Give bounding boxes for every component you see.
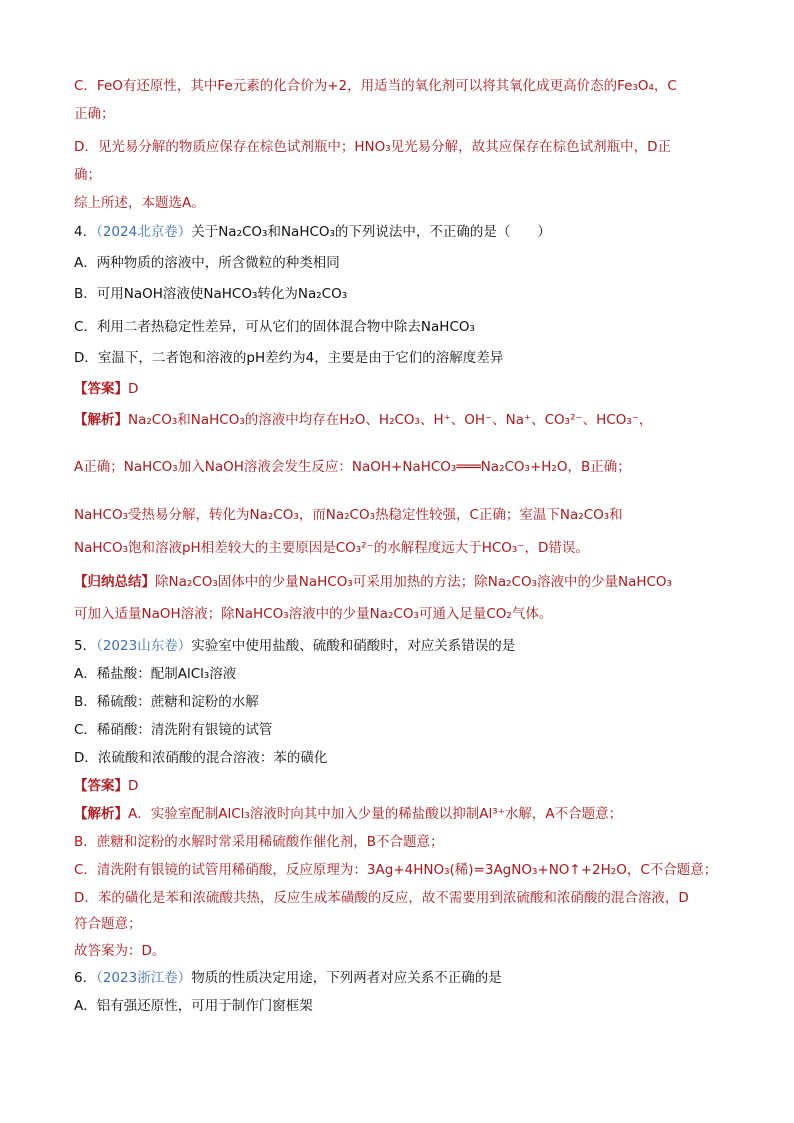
question-4-analysis-line3: NaHCO₃受热易分解，转化为Na₂CO₃，而Na₂CO₃热稳定性较强，C正确；室温下Na₂CO₃和 (74, 507, 623, 523)
question-number: 6． (74, 970, 97, 986)
question-4-option-d: D．室温下，二者饱和溶液的pH差约为4，主要是由于它们的溶解度差异 (74, 350, 504, 366)
question-5-analysis-line4: D．苯的磺化是苯和浓硫酸共热，反应生成苯磺酸的反应，故不需要用到浓硫酸和浓硝酸的混合溶液，D (74, 890, 689, 906)
question-number: 5． (74, 638, 97, 654)
summary-text: 除Na₂CO₃固体中的少量NaHCO₃可采用加热的方法；除Na₂CO₃溶液中的少量NaHCO₃ (155, 574, 672, 590)
question-5-analysis-line6: 故答案为：D。 (74, 943, 166, 959)
question-5-analysis-line5: 符合题意； (74, 916, 142, 932)
question-4-analysis-line4: NaHCO₃饱和溶液pH相差较大的主要原因是CO₃²⁻的水解程度远大于HCO₃⁻，D错误。 (74, 540, 589, 556)
prev-option-d-analysis-line2: 确； (74, 167, 101, 183)
question-source: （2023浙江卷） (96, 970, 192, 986)
question-4-analysis-line1 (74, 410, 724, 430)
question-6-option-a: A．铝有强还原性，可用于制作门窗框架 (74, 998, 313, 1014)
question-4-summary-line2: 可加入适量NaOH溶液；除NaHCO₃溶液中的少量Na₂CO₃可通入足量CO₂气体。 (74, 606, 553, 622)
question-5-option-c: C．稀硝酸：清洗附有银镜的试管 (74, 722, 273, 738)
question-4-stem (74, 222, 724, 242)
question-source: （2023山东卷） (96, 638, 192, 654)
summary-tag: 【归纳总结】 (74, 574, 155, 590)
analysis-text: A．实验室配制AlCl₃溶液时向其中加入少量的稀盐酸以抑制Al³⁺水解，A不合题意； (128, 806, 623, 822)
question-number: 4． (74, 224, 97, 240)
question-4-option-a: A．两种物质的溶液中，所含微粒的种类相同 (74, 255, 340, 271)
question-5-option-d: D．浓硫酸和浓硝酸的混合溶液：苯的磺化 (74, 750, 328, 766)
prev-option-c-analysis-line2: 正确； (74, 106, 115, 122)
answer-tag: 【答案】 (74, 778, 128, 794)
prev-option-d-analysis-line1: D．见光易分解的物质应保存在棕色试剂瓶中；HNO₃见光易分解，故其应保存在棕色试剂瓶中，D正 (74, 139, 672, 155)
question-5-analysis-line1 (74, 804, 724, 824)
question-5-option-a: A．稀盐酸：配制AlCl₃溶液 (74, 666, 237, 682)
answer-value: D (128, 381, 139, 397)
question-5-analysis-line2: B．蔗糖和淀粉的水解时常采用稀硫酸作催化剂，B不合题意； (74, 834, 444, 850)
question-4-summary-line1 (74, 572, 724, 592)
prev-summary: 综上所述，本题选A。 (74, 195, 205, 211)
prev-option-c-analysis-line1: C．FeO有还原性，其中Fe元素的化合价为+2，用适当的氧化剂可以将其氧化成更高价态的Fe₃O₄，C (74, 78, 677, 94)
answer-value: D (128, 778, 139, 794)
question-4-analysis-line2: A正确；NaHCO₃加入NaOH溶液会发生反应：NaOH+NaHCO₃═══Na₂CO₃+H₂O，B正确； (74, 459, 631, 475)
answer-tag: 【答案】 (74, 381, 128, 397)
analysis-tag: 【解析】 (74, 412, 128, 428)
question-5-stem (74, 636, 724, 656)
question-4-answer (74, 379, 724, 399)
question-6-stem (74, 968, 724, 988)
analysis-tag: 【解析】 (74, 806, 128, 822)
question-5-option-b: B．稀硫酸：蔗糖和淀粉的水解 (74, 694, 259, 710)
question-5-analysis-line3: C．清洗附有银镜的试管用稀硝酸，反应原理为：3Ag+4HNO₃(稀)=3AgNO₃+NO↑+2H₂O，C不合题意； (74, 862, 718, 878)
question-4-option-c: C．利用二者热稳定性差异，可从它们的固体混合物中除去NaHCO₃ (74, 319, 475, 335)
question-text: 物质的性质决定用途，下列两者对应关系不正确的是 (191, 970, 502, 986)
question-text: 实验室中使用盐酸、硫酸和硝酸时，对应关系错误的是 (191, 638, 516, 654)
question-5-answer (74, 776, 724, 796)
analysis-text: Na₂CO₃和NaHCO₃的溶液中均存在H₂O、H₂CO₃、H⁺、OH⁻、Na⁺、CO₃²⁻、HCO₃⁻， (128, 412, 653, 428)
question-text: 关于Na₂CO₃和NaHCO₃的下列说法中，不正确的是（ ） (191, 224, 551, 240)
question-source: （2024北京卷） (96, 224, 192, 240)
question-4-option-b: B．可用NaOH溶液使NaHCO₃转化为Na₂CO₃ (74, 286, 348, 302)
